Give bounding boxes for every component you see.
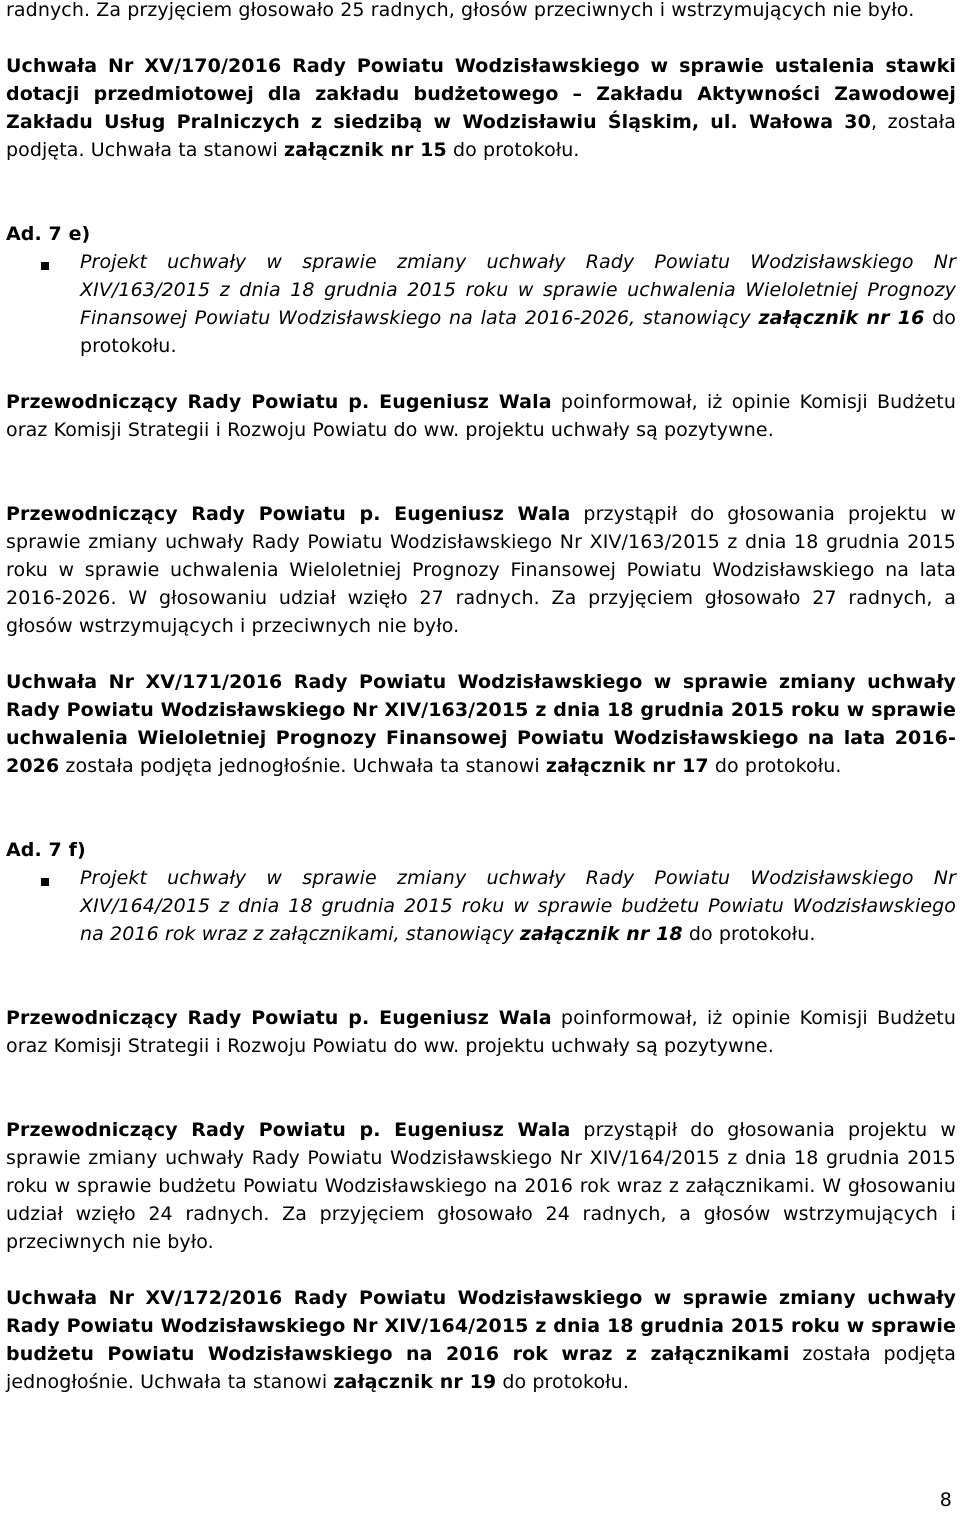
chairman-name: Przewodniczący Rady Powiatu p. Eugeniusz Wala — [6, 391, 552, 413]
section-heading-7f — [6, 836, 956, 864]
bullet-square-icon — [41, 262, 49, 270]
vote-text: radnych. Za przyjęciem głosowało 25 radnych, głosów przeciwnych i wstrzymujących nie było. — [6, 0, 915, 21]
resolution-title: Uchwała Nr XV/170/2016 Rady Powiatu Wodzisławskiego w sprawie ustalenia stawki dotacji przedmiotowej dla zakładu budżetowego – Zakładu Aktywności Zawodowej Zakładu Usług Pralniczych z siedzibą w Wodzisławiu Śląskim, ul. Wałowa 30 — [6, 55, 956, 133]
heading-text: Ad. 7 f) — [6, 839, 86, 861]
project-title: Projekt uchwały w sprawie zmiany uchwały Rady Powiatu Wodzisławskiego Nr XIV/164/2015 z dnia 18 grudnia 2015 roku w sprawie budżetu Powiatu Wodzisławskiego na 2016 rok wraz z załącznikami, stanowiący — [80, 867, 956, 945]
attachment-ref: załącznik nr 19 — [333, 1371, 497, 1393]
bullet-project-7f — [80, 864, 956, 948]
resolution-end: do protokołu. — [496, 1371, 629, 1393]
resolution-end: do protokołu. — [446, 139, 580, 161]
chairman-name: Przewodniczący Rady Powiatu p. Eugeniusz Wala — [6, 1007, 552, 1029]
paragraph-info-7e — [6, 388, 956, 444]
paragraph-vote-7f — [6, 1116, 956, 1256]
resolution-status: została podjęta jednogłośnie. Uchwała ta stanowi — [6, 1343, 956, 1393]
resolution-end: do protokołu. — [708, 755, 842, 777]
attachment-ref: załącznik nr 16 — [758, 307, 925, 329]
project-conn: , stanowiący — [629, 307, 759, 329]
bullet-project-7e — [80, 248, 956, 360]
paragraph-vote-result — [6, 0, 956, 24]
paragraph-resolution-172 — [6, 1284, 956, 1396]
section-heading-7e — [6, 220, 956, 248]
attachment-ref: załącznik nr 17 — [545, 755, 709, 777]
vote-text: przystąpił do głosowania projektu w sprawie zmiany uchwały Rady Powiatu Wodzisławskiego Nr XIV/164/2015 z dnia 18 grudnia 2015 roku w sprawie budżetu Powiatu Wodzisławskiego na 2016 rok wraz z załącznikami. W głosowaniu udział wzięło 24 radnych. Za przyjęciem głosowało 24 radnych, a głosów wstrzymujących i przeciwnych nie było. — [6, 1119, 956, 1253]
info-text: poinformował, iż opinie Komisji Budżetu oraz Komisji Strategii i Rozwoju Powiatu do ww. projektu uchwały są pozytywne. — [6, 1007, 956, 1057]
page-number: 8 — [939, 1489, 952, 1511]
paragraph-resolution-171 — [6, 668, 956, 780]
attachment-ref: załącznik nr 15 — [284, 139, 447, 161]
project-end: do protokołu. — [682, 923, 816, 945]
paragraph-info-7f — [6, 1004, 956, 1060]
resolution-status: , została podjęta. Uchwała ta stanowi — [6, 111, 956, 161]
attachment-ref: załącznik nr 18 — [519, 923, 683, 945]
resolution-title: Uchwała Nr XV/172/2016 Rady Powiatu Wodzisławskiego w sprawie zmiany uchwały Rady Powiatu Wodzisławskiego Nr XIV/164/2015 z dnia 18 grudnia 2015 roku w sprawie budżetu Powiatu Wodzisławskiego na 2016 rok wraz z załącznikami — [6, 1287, 956, 1365]
project-end: do protokołu. — [80, 307, 956, 357]
vote-text: przystąpił do głosowania projektu w sprawie zmiany uchwały Rady Powiatu Wodzisławskiego Nr XIV/163/2015 z dnia 18 grudnia 2015 roku w sprawie uchwalenia Wieloletniej Prognozy Finansowej Powiatu Wodzisławskiego na lata 2016-2026. W głosowaniu udział wzięło 27 radnych. Za przyjęciem głosowało 27 radnych, a głosów wstrzymujących i przeciwnych nie było. — [6, 503, 956, 637]
chairman-name: Przewodniczący Rady Powiatu p. Eugeniusz Wala — [6, 1119, 571, 1141]
info-text: poinformował, iż opinie Komisji Budżetu oraz Komisji Strategii i Rozwoju Powiatu do ww. projektu uchwały są pozytywne. — [6, 391, 956, 441]
paragraph-vote-7e — [6, 500, 956, 640]
project-title: Projekt uchwały w sprawie zmiany uchwały Rady Powiatu Wodzisławskiego Nr XIV/163/2015 z dnia 18 grudnia 2015 roku w sprawie uchwalenia Wieloletniej Prognozy Finansowej Powiatu Wodzisławskiego na lata 2016-2026 — [80, 251, 956, 329]
resolution-title: Uchwała Nr XV/171/2016 Rady Powiatu Wodzisławskiego w sprawie zmiany uchwały Rady Powiatu Wodzisławskiego Nr XIV/163/2015 z dnia 18 grudnia 2015 roku w sprawie uchwalenia Wieloletniej Prognozy Finansowej Powiatu Wodzisławskiego na lata 2016-2026 — [6, 671, 956, 777]
heading-text: Ad. 7 e) — [6, 223, 91, 245]
bullet-square-icon — [41, 878, 49, 886]
chairman-name: Przewodniczący Rady Powiatu p. Eugeniusz Wala — [6, 503, 571, 525]
resolution-status: została podjęta jednogłośnie. Uchwała ta stanowi — [59, 755, 546, 777]
paragraph-resolution-170 — [6, 52, 956, 164]
